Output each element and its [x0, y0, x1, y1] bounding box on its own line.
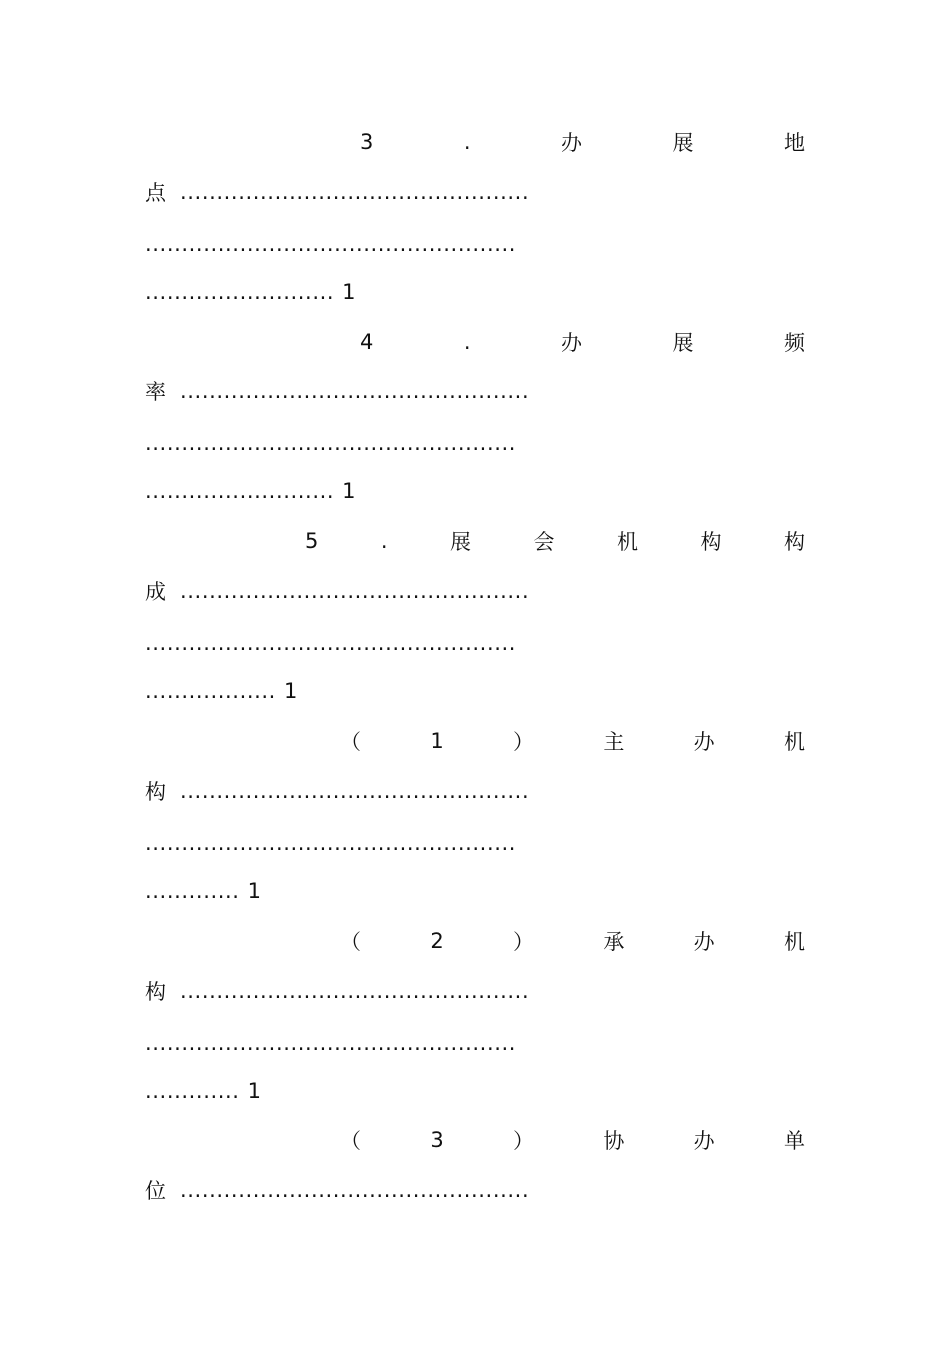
heading-token: 机: [617, 530, 638, 554]
toc-leader-line: [145, 1076, 805, 1106]
dot-leader: ...................................................: [145, 831, 517, 855]
toc-heading: [360, 327, 805, 357]
dot-leader: ..................: [145, 679, 276, 703]
heading-token: 办: [561, 331, 583, 355]
heading-token: （: [340, 730, 361, 754]
heading-token: ）: [513, 730, 534, 754]
heading-token: 频: [784, 331, 805, 355]
heading-token: 办: [693, 930, 715, 954]
heading-token: .: [463, 330, 471, 354]
toc-heading: [360, 127, 805, 157]
heading-token: 3: [360, 130, 374, 154]
heading-token: 会: [533, 530, 555, 554]
toc-leader-line: [145, 1175, 805, 1205]
toc-leader-line: [145, 277, 805, 307]
heading-token: 主: [603, 730, 625, 754]
heading-token: 办: [693, 730, 715, 754]
toc-heading: [340, 726, 805, 756]
heading-token: 2: [430, 929, 444, 953]
heading-char: 构: [145, 980, 166, 1004]
dot-leader: ................................................: [180, 979, 530, 1003]
dot-leader: ................................................: [180, 1178, 530, 1202]
page-number: 1: [247, 879, 261, 903]
toc-leader-line: [145, 628, 805, 658]
dot-leader: .............: [145, 1079, 240, 1103]
dot-leader: ................................................: [180, 779, 530, 803]
heading-token: 展: [672, 131, 694, 155]
heading-char: 点: [145, 181, 166, 205]
dot-leader: ................................................: [180, 579, 530, 603]
dot-leader: ...................................................: [145, 232, 517, 256]
heading-token: 4: [360, 330, 374, 354]
dot-leader: ..........................: [145, 479, 335, 503]
heading-token: 构: [700, 530, 722, 554]
dot-leader: .............: [145, 879, 240, 903]
toc-leader-line: [145, 1028, 805, 1058]
toc-leader-line: [145, 776, 805, 806]
toc-heading: [340, 1125, 805, 1155]
toc-leader-line: [145, 428, 805, 458]
heading-token: 构: [783, 530, 805, 554]
heading-char: 成: [145, 580, 166, 604]
heading-token: 机: [783, 930, 805, 954]
toc-leader-line: [145, 976, 805, 1006]
heading-token: ）: [513, 1129, 534, 1153]
heading-token: .: [463, 130, 471, 154]
heading-token: 单: [783, 1129, 805, 1153]
dot-leader: ..........................: [145, 280, 335, 304]
heading-token: 办: [561, 131, 583, 155]
dot-leader: ...................................................: [145, 431, 517, 455]
toc-leader-line: [145, 676, 805, 706]
heading-token: .: [380, 529, 388, 553]
heading-token: （: [340, 1129, 361, 1153]
toc-leader-line: [145, 376, 805, 406]
heading-token: 办: [693, 1129, 715, 1153]
heading-token: （: [340, 930, 361, 954]
page-number: 1: [283, 679, 298, 703]
heading-char: 位: [145, 1179, 166, 1203]
dot-leader: ...................................................: [145, 1031, 517, 1055]
dot-leader: ................................................: [180, 180, 530, 204]
page-number: 1: [247, 1079, 261, 1103]
heading-token: 协: [603, 1129, 625, 1153]
heading-token: 承: [603, 930, 625, 954]
toc-heading: [305, 526, 805, 556]
heading-token: 3: [430, 1128, 444, 1152]
page-number: 1: [342, 280, 356, 304]
toc-leader-line: [145, 876, 805, 906]
toc-leader-line: [145, 177, 805, 207]
toc-heading: [340, 926, 805, 956]
page-number: 1: [342, 479, 356, 503]
heading-token: ）: [513, 930, 534, 954]
heading-token: 1: [430, 729, 444, 753]
heading-token: 5: [305, 529, 319, 553]
toc-leader-line: [145, 576, 805, 606]
toc-leader-line: [145, 229, 805, 259]
dot-leader: ...................................................: [145, 631, 517, 655]
toc-leader-line: [145, 828, 805, 858]
heading-token: 展: [450, 530, 472, 554]
toc-leader-line: [145, 476, 805, 506]
heading-token: 地: [784, 131, 805, 155]
heading-token: 机: [783, 730, 805, 754]
heading-char: 构: [145, 780, 166, 804]
heading-char: 率: [145, 380, 166, 404]
heading-token: 展: [672, 331, 694, 355]
dot-leader: ................................................: [180, 379, 530, 403]
